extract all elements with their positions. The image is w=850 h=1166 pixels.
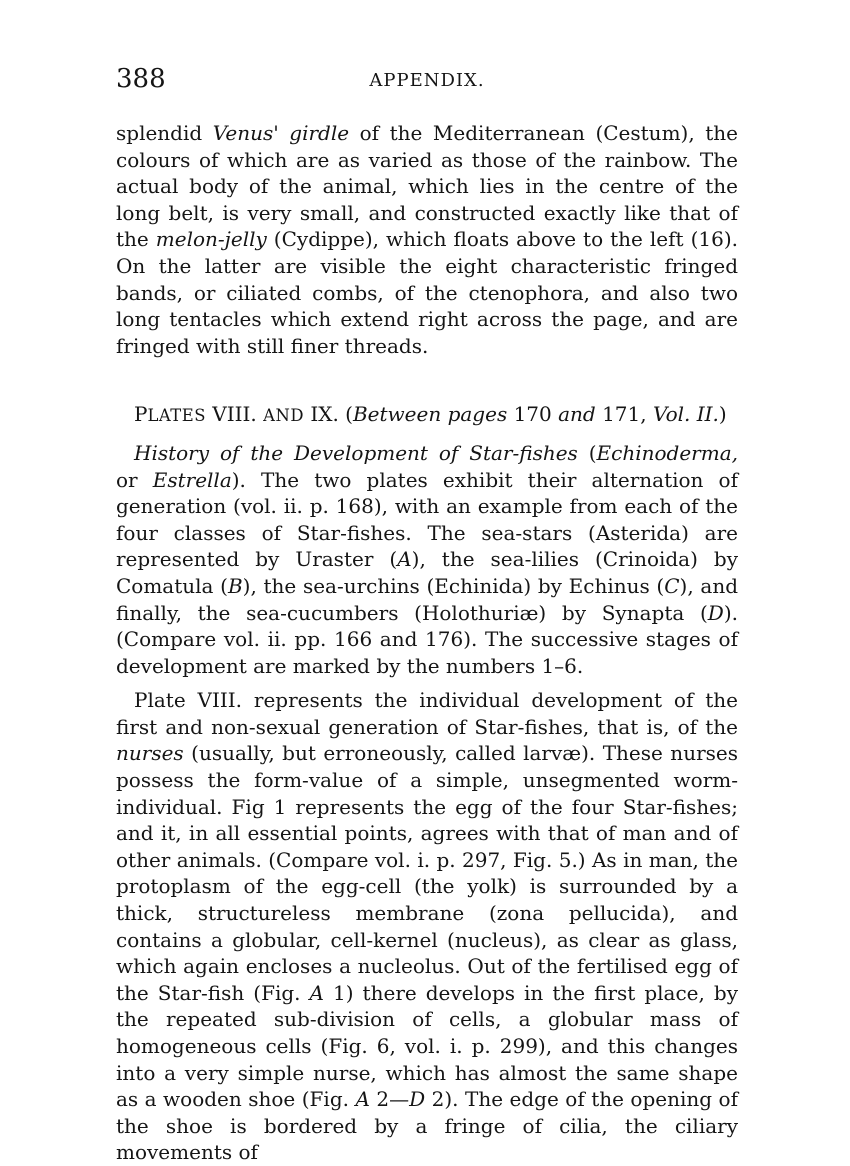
text: ), the sea-urchins (Echinida) by Echinus ( xyxy=(242,573,665,598)
text: (usually, but erroneously, called larvæ). These nurses possess the form-value of a simple, unsegmented worm-individual. Fig 1 represents the egg of the four Star-fishes; and it, in all essential points, agrees with that of man and of other animals. (Compare vol. i. p. 297, Fig. 5.) As in man, the protoplasm of the egg-cell (the yolk) is surrounded by a thick, structureless membrane (zona pellucida), and contains a globular, cell-kernel (nucleus), as clear as glass, which again encloses a nucleolus. Out of the fertilised egg of the Star-fish (Fig. xyxy=(116,741,738,1005)
section-heading xyxy=(116,401,738,430)
heading-smallcaps: AND xyxy=(263,406,304,426)
paragraph-cestum xyxy=(116,120,738,359)
italic-term: A xyxy=(309,980,324,1005)
page-header xyxy=(116,64,738,100)
text: ). The two plates exhibit their alternation of generation (vol. ii. p. 168), with an example from each of the four classes of Star-fishes. The sea-stars (Asterida) are represented by Uraster ( xyxy=(116,467,738,572)
italic-term: Estrella xyxy=(152,467,232,492)
page-body xyxy=(116,120,738,1166)
text: or xyxy=(116,467,153,492)
paragraph-plate-viii xyxy=(116,687,738,1166)
heading-text: ) xyxy=(718,402,727,427)
running-head: APPENDIX. xyxy=(369,70,485,91)
text: Plate VIII. represents the individual development of the first and non-sexual generation of Star-fishes, that is, of the xyxy=(116,688,738,739)
text: ). (Compare vol. ii. pp. 166 and 176). The successive stages of development are marked by the numbers 1–6. xyxy=(116,600,738,678)
italic-term: C xyxy=(664,573,680,598)
italic-term: B xyxy=(227,573,243,598)
italic-term: Echinoderma, xyxy=(596,440,738,465)
heading-text: VIII. xyxy=(205,402,264,427)
heading-italic: Between pages xyxy=(352,402,508,427)
text: ( xyxy=(577,440,597,465)
heading-initial: P xyxy=(134,402,148,427)
text: 2). The edge of the opening of the shoe is bordered by a fringe of cilia, the ciliary movements of xyxy=(116,1087,738,1165)
heading-italic: Vol. II. xyxy=(652,402,719,427)
text: splendid xyxy=(116,121,213,145)
paragraph-star-fishes xyxy=(116,440,738,679)
italic-term: A xyxy=(397,547,412,572)
heading-italic: and xyxy=(558,402,596,427)
italic-term: D xyxy=(707,600,724,625)
page-number: 388 xyxy=(116,64,166,94)
text: ), the sea-lilies (Crinoida) by Comatula ( xyxy=(116,547,739,598)
italic-term: D xyxy=(409,1087,426,1112)
heading-text: IX. ( xyxy=(303,402,353,427)
text: ), and finally, the sea-cucumbers (Holothuriæ) by Synapta ( xyxy=(116,573,738,625)
heading-smallcaps: LATES xyxy=(147,406,206,426)
text: 1) there develops in the first place, by the repeated sub-division of cells, a globular mass of homogeneous cells (Fig. 6, vol. i. p. 299), and this changes into a very simple nurse, which has almost the same shape as a wooden shoe (Fig. xyxy=(116,980,738,1112)
italic-term: Venus' girdle xyxy=(212,121,350,145)
italic-term: melon-jelly xyxy=(155,227,267,252)
heading-text: 170 xyxy=(507,402,559,427)
italic-term: A xyxy=(355,1087,370,1112)
italic-term: nurses xyxy=(116,741,184,766)
italic-term: History of the Development of Star-fishes xyxy=(134,440,578,465)
text: (Cydippe), which floats above to the left (16). On the latter are visible the eight characteristic fringed bands, or ciliated combs, of the ctenophora, and also two long tentacles which extend right across the page, and are fringed with still finer threads. xyxy=(116,227,738,358)
text: of the Mediterranean (Cestum), the colours of which are as varied as those of the rainbow. The actual body of the animal, which lies in the centre of the long belt, is very small, and constructed exactly like that of the xyxy=(116,121,738,252)
text: 2— xyxy=(369,1087,410,1112)
heading-text: 171, xyxy=(595,402,653,427)
